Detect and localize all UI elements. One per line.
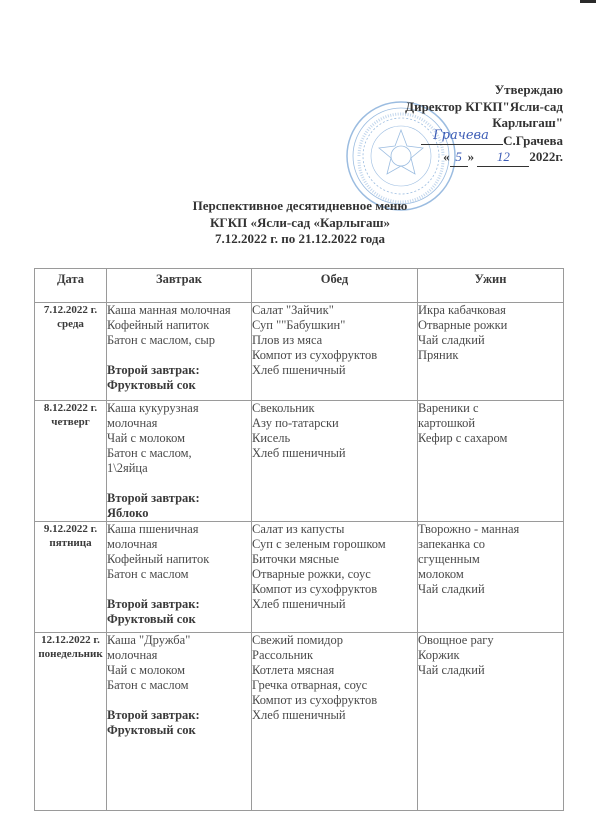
scan-corner-mark (580, 0, 596, 3)
lunch-item: Компот из сухофруктов (252, 348, 378, 362)
second-breakfast-item: Яблоко (107, 506, 149, 520)
breakfast-item: 1\2яйца (107, 461, 148, 475)
dinner-cell (418, 633, 564, 811)
table-row (35, 633, 564, 811)
lunch-item: Хлеб пшеничный (252, 708, 346, 722)
second-breakfast-label: Второй завтрак: (107, 363, 200, 377)
date-cell (35, 633, 107, 811)
lunch-item: Салат "Зайчик" (252, 303, 334, 317)
date-cell (35, 303, 107, 401)
second-breakfast (107, 708, 251, 738)
dinner-item: Кефир с сахаром (418, 431, 508, 445)
approval-date (303, 149, 563, 167)
weekday: понедельник (38, 648, 103, 660)
breakfast-cell (107, 401, 252, 522)
dinner-item: Овощное рагу (418, 633, 494, 647)
table-row (35, 401, 564, 522)
breakfast-item: молочная (107, 648, 158, 662)
lunch-item: Компот из сухофруктов (252, 582, 378, 596)
date-open-quote: « (443, 149, 450, 164)
dinner-item: сгущенным (418, 552, 480, 566)
date-year: 2022г. (529, 149, 563, 164)
lunch-item: Компот из сухофруктов (252, 693, 378, 707)
dinner-item: Коржик (418, 648, 460, 662)
dinner-cell (418, 303, 564, 401)
date-cell (35, 401, 107, 522)
title-line-3: 7.12.2022 г. по 21.12.2022 года (215, 231, 385, 246)
second-breakfast-item: Фруктовый сок (107, 378, 196, 392)
lunch-cell (252, 303, 418, 401)
dinner-item: запеканка со (418, 537, 486, 551)
table-row (35, 303, 564, 401)
menu-table (34, 268, 564, 811)
date: 7.12.2022 г. (43, 304, 98, 316)
table-header-row (35, 269, 564, 303)
header-date: Дата (35, 269, 107, 303)
dinner-cell (418, 401, 564, 522)
dinner-item: Чай сладкий (418, 582, 485, 596)
dinner-item: Отварные рожки (418, 318, 508, 332)
lunch-item: Свекольник (252, 401, 315, 415)
date: 8.12.2022 г. (43, 402, 98, 414)
date-day: 5 (450, 149, 468, 167)
breakfast-item: Кофейный напиток (107, 318, 210, 332)
lunch-item: Плов из мяса (252, 333, 323, 347)
breakfast-item: Каша манная молочная (107, 303, 231, 317)
signer-name: С.Грачева (503, 132, 563, 148)
lunch-item: Биточки мясные (252, 552, 340, 566)
second-breakfast-label: Второй завтрак: (107, 491, 200, 505)
breakfast-item: Каша пшеничная (107, 522, 199, 536)
lunch-item: Отварные рожки, соус (252, 567, 371, 581)
approval-block (303, 82, 563, 167)
lunch-item: Хлеб пшеничный (252, 363, 346, 377)
title-line-2: КГКП «Ясли-сад «Карлыгаш» (210, 214, 390, 230)
dinner-cell (418, 522, 564, 633)
dinner-item: молоком (418, 567, 464, 581)
breakfast-item: Батон с маслом (107, 678, 189, 692)
breakfast-cell (107, 522, 252, 633)
lunch-cell (252, 633, 418, 811)
header-breakfast: Завтрак (107, 269, 252, 303)
date-cell (35, 522, 107, 633)
title-line-1: Перспективное десятидневное меню (192, 198, 408, 213)
dinner-item: Пряник (418, 348, 459, 362)
second-breakfast (107, 597, 251, 627)
table-row (35, 522, 564, 633)
approval-heading: Утверждаю (494, 82, 563, 97)
breakfast-item: Чай с молоком (107, 431, 186, 445)
breakfast-item: молочная (107, 416, 158, 430)
second-breakfast-item: Фруктовый сок (107, 723, 196, 737)
lunch-item: Хлеб пшеничный (252, 446, 346, 460)
breakfast-item: Батон с маслом (107, 567, 189, 581)
date: 9.12.2022 г. (43, 523, 98, 535)
weekday: четверг (51, 416, 90, 428)
breakfast-cell (107, 303, 252, 401)
dinner-item: картошкой (418, 416, 476, 430)
lunch-item: Свежий помидор (252, 633, 344, 647)
second-breakfast-item: Фруктовый сок (107, 612, 196, 626)
lunch-item: Гречка отварная, соус (252, 678, 368, 692)
breakfast-item: Чай с молоком (107, 663, 186, 677)
date-month: 12 (477, 149, 529, 167)
breakfast-item: Батон с маслом, (107, 446, 192, 460)
breakfast-item: Кофейный напиток (107, 552, 210, 566)
breakfast-item: Батон с маслом, сыр (107, 333, 215, 347)
date: 12.12.2022 г. (41, 634, 100, 646)
document-title (150, 198, 450, 248)
signature-field (421, 127, 503, 145)
lunch-item: Хлеб пшеничный (252, 597, 346, 611)
dinner-item: Чай сладкий (418, 663, 485, 677)
weekday: среда (57, 318, 84, 330)
lunch-cell (252, 522, 418, 633)
breakfast-item: Каша "Дружба" (107, 633, 191, 647)
lunch-item: Котлета мясная (252, 663, 335, 677)
date-close-quote: » (467, 149, 475, 164)
second-breakfast-label: Второй завтрак: (107, 708, 200, 722)
breakfast-cell (107, 633, 252, 811)
dinner-item: Творожно - манная (418, 522, 520, 536)
dinner-item: Икра кабачковая (418, 303, 506, 317)
second-breakfast (107, 363, 251, 393)
weekday: пятница (49, 537, 92, 549)
breakfast-item: Каша кукурузная (107, 401, 199, 415)
dinner-item: Чай сладкий (418, 333, 485, 347)
header-dinner: Ужин (418, 269, 564, 303)
lunch-cell (252, 401, 418, 522)
handwritten-signature: Грачева (433, 127, 489, 143)
header-lunch: Обед (252, 269, 418, 303)
second-breakfast (107, 491, 251, 521)
lunch-item: Салат из капусты (252, 522, 345, 536)
lunch-item: Суп с зеленым горошком (252, 537, 386, 551)
approval-position: Директор КГКП"Ясли-сад (405, 98, 563, 114)
lunch-item: Суп ""Бабушкин" (252, 318, 346, 332)
approval-signature-line (303, 127, 563, 150)
lunch-item: Рассольник (252, 648, 314, 662)
second-breakfast-label: Второй завтрак: (107, 597, 200, 611)
approval-organization: Карлыгаш" (492, 115, 563, 130)
breakfast-item: молочная (107, 537, 158, 551)
dinner-item: Вареники с (418, 401, 479, 415)
lunch-item: Азу по-татарски (252, 416, 339, 430)
lunch-item: Кисель (252, 431, 291, 445)
